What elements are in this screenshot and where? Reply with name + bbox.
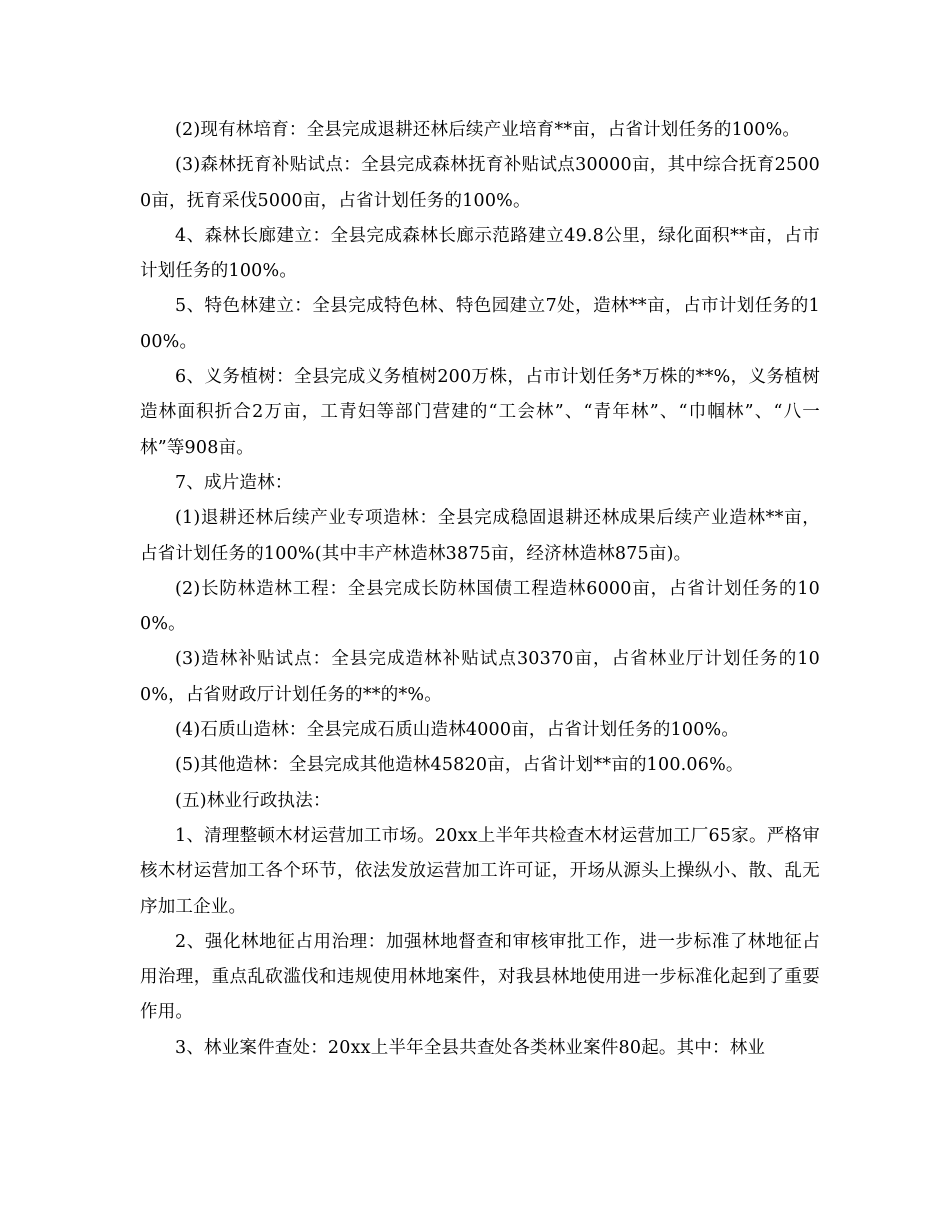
paragraph-shelterbelt-project: (2)长防林造林工程：全县完成长防林国债工程造林6000亩，占省计划任务的100%。	[140, 578, 820, 635]
paragraph-timber-market-rectification: 1、清理整顿木材运营加工市场。20xx上半年共检查木材运营加工厂65家。严格审核木材运营加工各个环节，依法发放运营加工许可证，开场从源头上操纵小、散、乱无序加工企业。	[140, 825, 820, 917]
paragraph-forest-land-management: 2、强化林地征占用治理：加强林地督查和审核审批工作，进一步标准了林地征占用治理，重点乱砍滥伐和违规使用林地案件，对我县林地使用进一步标准化起到了重要作用。	[140, 931, 820, 1023]
section-heading-forestry-enforcement: (五)林业行政执法：	[175, 790, 331, 811]
paragraph-large-scale-afforestation: 7、成片造林：	[175, 472, 293, 493]
paragraph-afforestation-subsidy: (3)造林补贴试点：全县完成造林补贴试点30370亩，占省林业厅计划任务的100%，占省财政厅计划任务的**的*%。	[140, 649, 820, 705]
paragraph-voluntary-tree-planting: 6、义务植树：全县完成义务植树200万株，占市计划任务*万株的**%，义务植树造林面积折合2万亩，工青妇等部门营建的“工会林”、“青年林”、“巾帼林”、“八一林”等908亩。	[140, 367, 820, 458]
paragraph-forestry-case-investigation: 3、林业案件查处：20xx上半年全县共查处各类林业案件80起。其中：林业	[175, 1037, 766, 1058]
paragraph-featured-forest: 5、特色林建立：全县完成特色林、特色园建立7处，造林**亩，占市计划任务的100%。	[140, 296, 820, 352]
document-body	[140, 113, 820, 1066]
paragraph-grain-for-green-afforestation: (1)退耕还林后续产业专项造林：全县完成稳固退耕还林成果后续产业造林**亩，占省计划任务的100%(其中丰产林造林3875亩，经济林造林875亩)。	[140, 508, 820, 564]
paragraph-forest-tending-subsidy: (3)森林抚育补贴试点：全县完成森林抚育补贴试点30000亩，其中综合抚育25000亩，抚育采伐5000亩，占省计划任务的100%。	[140, 155, 820, 211]
paragraph-forest-corridor: 4、森林长廊建立：全县完成森林长廊示范路建立49.8公里，绿化面积**亩，占市计划任务的100%。	[140, 225, 820, 282]
paragraph-other-afforestation: (5)其他造林：全县完成其他造林45820亩，占省计划**亩的100.06%。	[175, 755, 744, 776]
paragraph-rocky-mountain-afforestation: (4)石质山造林：全县完成石质山造林4000亩，占省计划任务的100%。	[175, 720, 740, 741]
paragraph-existing-forest-cultivation: (2)现有林培育：全县完成退耕还林后续产业培育**亩，占省计划任务的100%。	[175, 120, 801, 140]
